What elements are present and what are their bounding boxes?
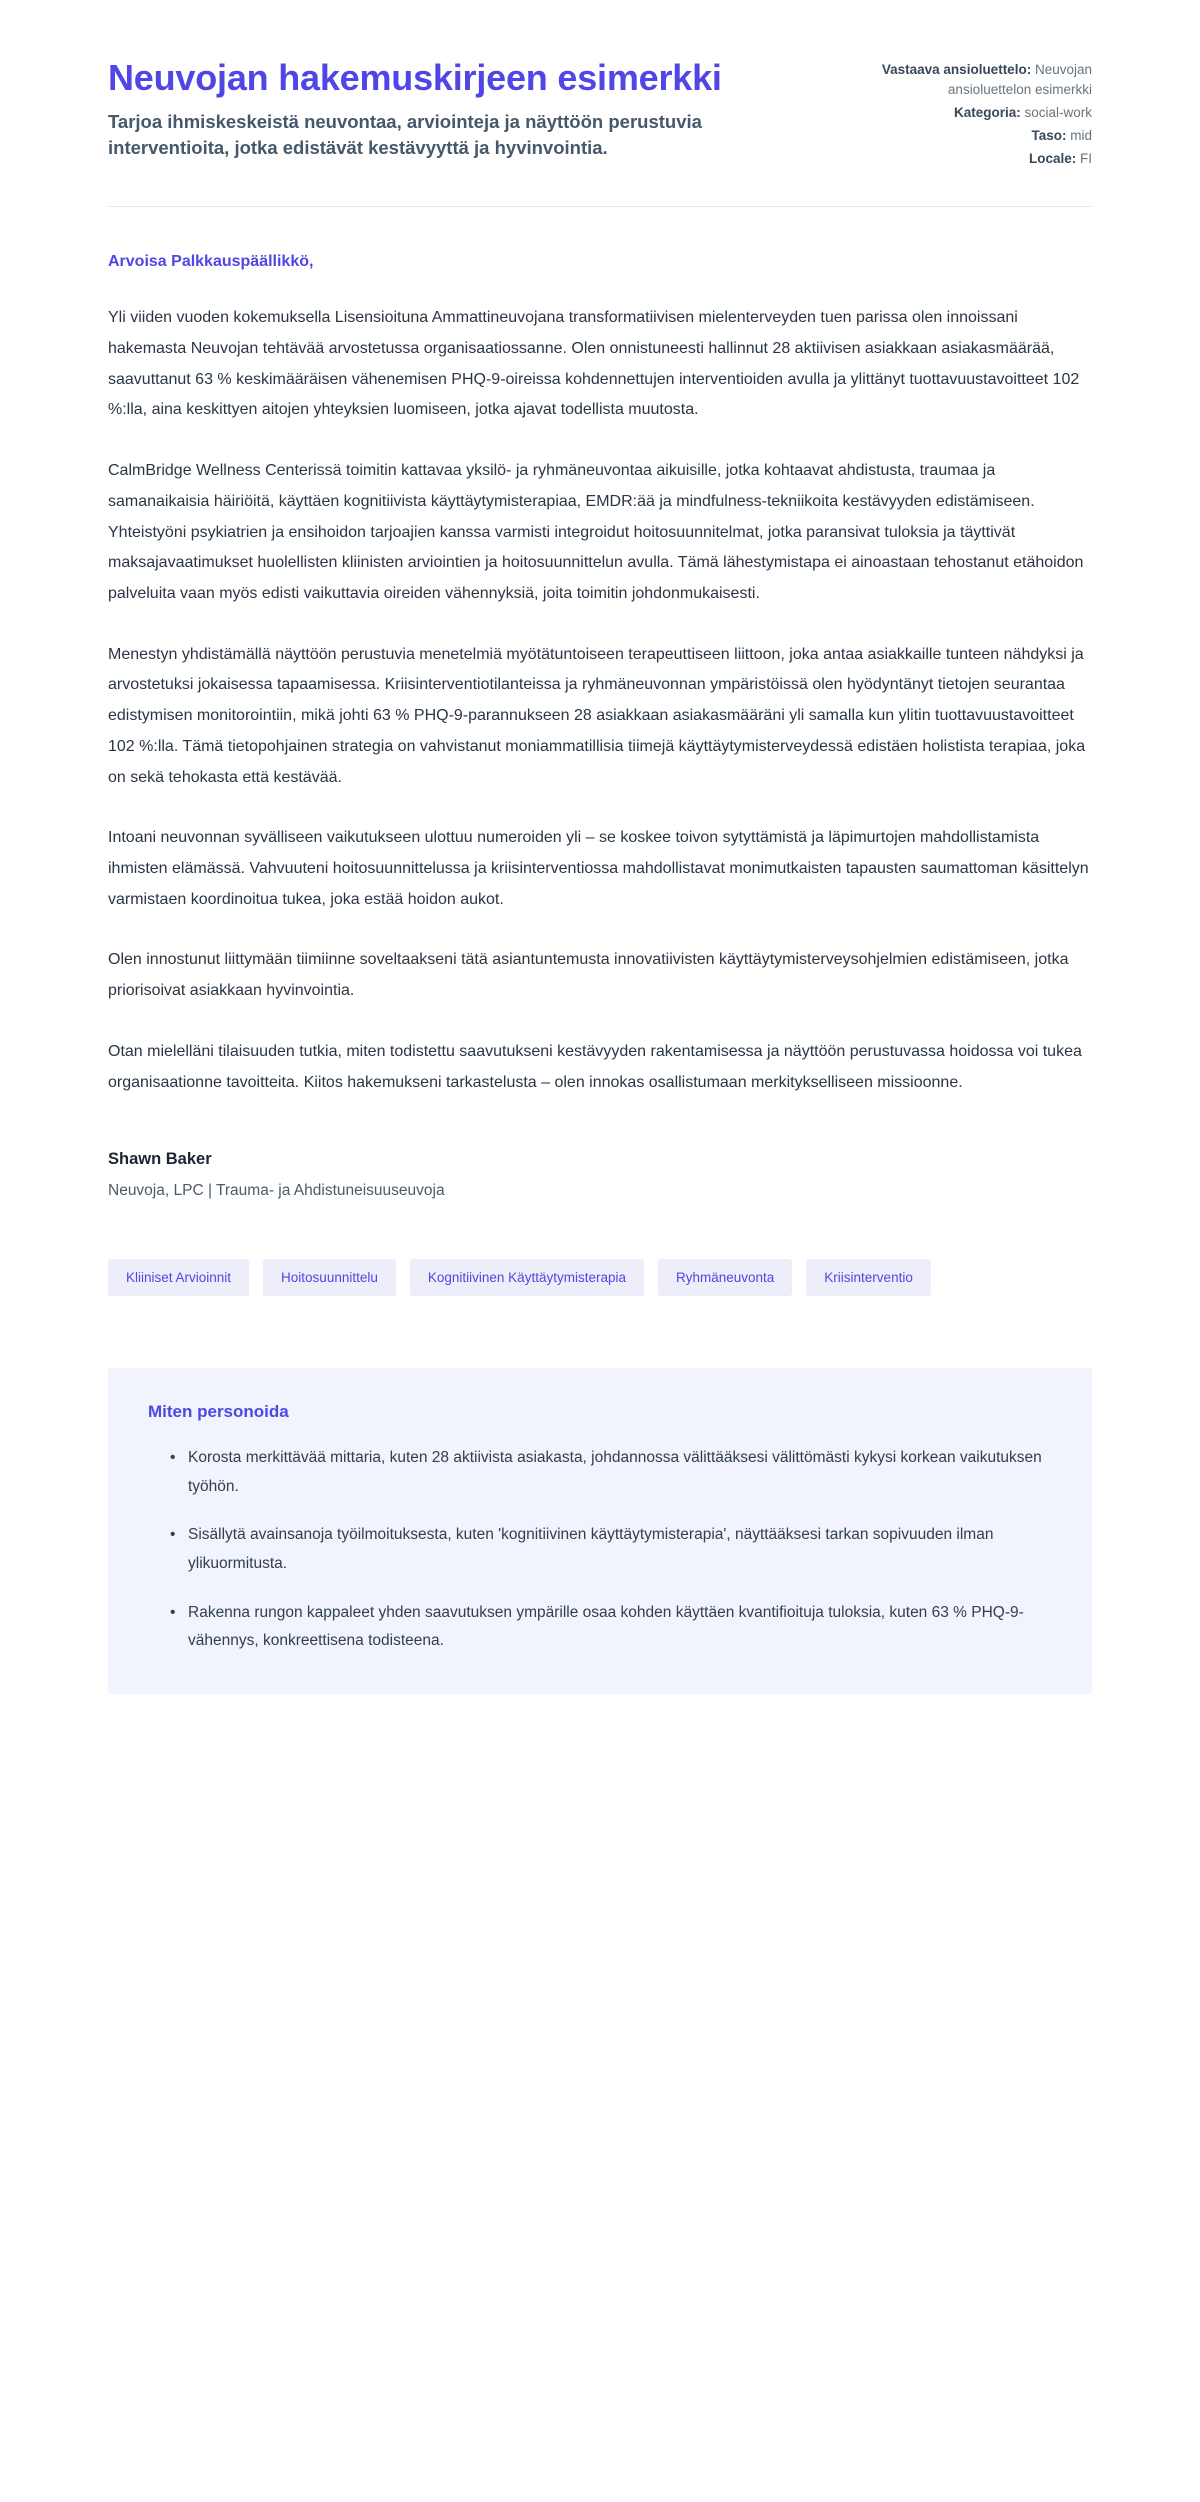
meta-level-value: mid <box>1070 127 1092 143</box>
skill-tag[interactable]: Ryhmäneuvonta <box>658 1259 792 1297</box>
letter-paragraph: Yli viiden vuoden kokemuksella Lisensioituna Ammattineuvojana transformatiivisen mielenterveyden tuen parissa olen innoissani hakemasta Neuvojan tehtävää arvostetussa organisaatiossanne. Olen onnistuneesti hallinnut 28 aktiivisen asiakkaan asiakasmäärää, saavuttanut 63 % keskimääräisen vähenemisen PHQ-9-oireissa kohdennettujen interventioiden avulla ja ylittänyt tuottavuustavoitteet 102 %:lla, aina keskittyen aitojen yhteyksien luomiseen, jotka ajavat todellista muutosta. <box>108 309 1080 419</box>
meta-locale <box>842 149 1092 169</box>
meta-related-cv-label: Vastaava ansioluettelo: <box>881 62 1032 77</box>
meta-category-value: social-work <box>1024 104 1092 120</box>
letter-paragraph: Olen innostunut liittymään tiimiinne soveltaakseni tätä asiantuntemusta innovatiivisten käyttäytymisterveysohjelmien edistämiseen, jotka priorisoivat asiakkaan hyvinvointia. <box>108 951 1069 1000</box>
letter-salutation: Arvoisa Palkkauspäällikkö, <box>108 252 314 270</box>
cover-letter-body <box>108 251 1092 1098</box>
callout-tip-item: • Rakenna rungon kappaleet yhden saavutuksen ympärille osaa kohden käyttäen kvantifioituja tuloksia, kuten 63 % PHQ-9-vähennys, konkreettisena todisteena. <box>170 1599 1052 1656</box>
letter-paragraphs <box>108 303 1092 1098</box>
page-subtitle: Tarjoa ihmiskeskeistä neuvontaa, arviointeja ja näyttöön perustuvia interventioita, jotka edistävät kestävyyttä ja hyvinvointia. <box>108 111 702 159</box>
skill-tag[interactable]: Hoitosuunnittelu <box>263 1259 396 1297</box>
page-title: Neuvojan hakemuskirjeen esimerkki <box>108 57 722 98</box>
meta-related-cv-value: Neuvojan ansioluettelon esimerkki <box>947 62 1092 97</box>
meta-level-label: Taso: <box>1031 127 1067 143</box>
letter-paragraph: Menestyn yhdistämällä näyttöön perustuvia menetelmiä myötätuntoiseen terapeuttiseen liittoon, joka antaa asiakkaille tunteen nähdyksi ja arvostetuksi jokaisessa tapaamisessa. Kriisinterventiotilanteissa ja ryhmäneuvonnan ympäristöissä olen hyödyntänyt tietojen seurantaa edistymisen monitorointiin, mikä johti 63 % PHQ-9-parannukseen 28 asiakkaan asiakasmääräni yli samalla kun ylitin tuottavuustavoitteet 102 %:lla. Tämä tietopohjainen strategia on vahvistanut moniammatillisia tiimejä käyttäytymisterveydessä edistäen holistista terapiaa, joka on sekä tehokasta että kestävää. <box>108 645 1086 786</box>
callout-tip-item: • Korosta merkittävää mittaria, kuten 28 aktiivista asiakasta, johdannossa välittääksesi välittömästi kykysi korkean vaikutuksen työhön. <box>170 1444 1052 1501</box>
skill-tag[interactable]: Kriisinterventio <box>806 1259 931 1297</box>
skill-tag-list <box>108 1259 1092 1297</box>
meta-category-label: Kategoria: <box>953 104 1021 120</box>
meta-related-cv <box>842 60 1092 100</box>
skill-tag[interactable]: Kliiniset Arvioinnit <box>108 1259 249 1297</box>
letter-paragraph: Otan mielelläni tilaisuuden tutkia, miten todistettu saavutukseni kestävyyden rakentamisessa ja näyttöön perustuvassa hoidossa voi tukea organisaationne tavoitteita. Kiitos hakemukseni tarkastelusta – olen innokas osallistumaan merkitykselliseen missioonne. <box>108 1042 1082 1091</box>
letter-paragraph: Intoani neuvonnan syvälliseen vaikutukseen ulottuu numeroiden yli – se koskee toivon sytyttämistä ja läpimurtojen mahdollistamista ihmisten elämässä. Vahvuuteni hoitosuunnittelussa ja kriisinterventiossa mahdollistavat monimutkaisten tapausten saumattoman käsittelyn varmistaen koordinoitua tukea, joka estää hoidon aukot. <box>108 829 1089 908</box>
meta-level <box>842 126 1092 146</box>
letter-signature <box>108 1150 1092 1202</box>
header-title-block <box>108 56 768 162</box>
meta-locale-value: FI <box>1080 150 1092 166</box>
callout-tip-list <box>148 1444 1052 1656</box>
header-divider <box>108 206 1092 207</box>
document-metadata <box>842 56 1092 172</box>
callout-title: Miten personoida <box>148 1402 289 1422</box>
document-header <box>108 56 1092 206</box>
how-to-personalize-callout <box>108 1368 1092 1694</box>
meta-locale-label: Locale: <box>1028 150 1077 166</box>
signature-role: Neuvoja, LPC | Trauma- ja Ahdistuneisuuseuvoja <box>108 1182 445 1200</box>
signature-name: Shawn Baker <box>108 1150 212 1169</box>
skill-tag[interactable]: Kognitiivinen Käyttäytymisterapia <box>410 1259 644 1297</box>
callout-tip-item: • Sisällytä avainsanoja työilmoituksesta, kuten 'kognitiivinen käyttäytymisterapia', näyttääksesi tarkan sopivuuden ilman ylikuormitusta. <box>170 1521 1052 1578</box>
letter-paragraph: CalmBridge Wellness Centerissä toimitin kattavaa yksilö- ja ryhmäneuvontaa aikuisille, jotka kohtaavat ahdistusta, traumaa ja samanaikaisia häiriöitä, käyttäen kognitiivista käyttäytymisterapiaa, EMDR:ää ja mindfulness-tekniikoita kestävyyden edistämiseen. Yhteistyöni psykiatrien ja ensihoidon tarjoajien kanssa varmisti integroidut hoitosuunnitelmat, jotka paransivat tuloksia ja täyttivät maksajavaatimukset huolellisten kliinisten arviointien ja hoitosuunnittelun avulla. Tämä lähestymistapa ei ainoastaan tehostanut etähoidon palveluita vaan myös edisti vaikuttavia oireiden vähennyksiä, joita toimitin johdonmukaisesti. <box>108 462 1084 602</box>
meta-category <box>842 103 1092 123</box>
